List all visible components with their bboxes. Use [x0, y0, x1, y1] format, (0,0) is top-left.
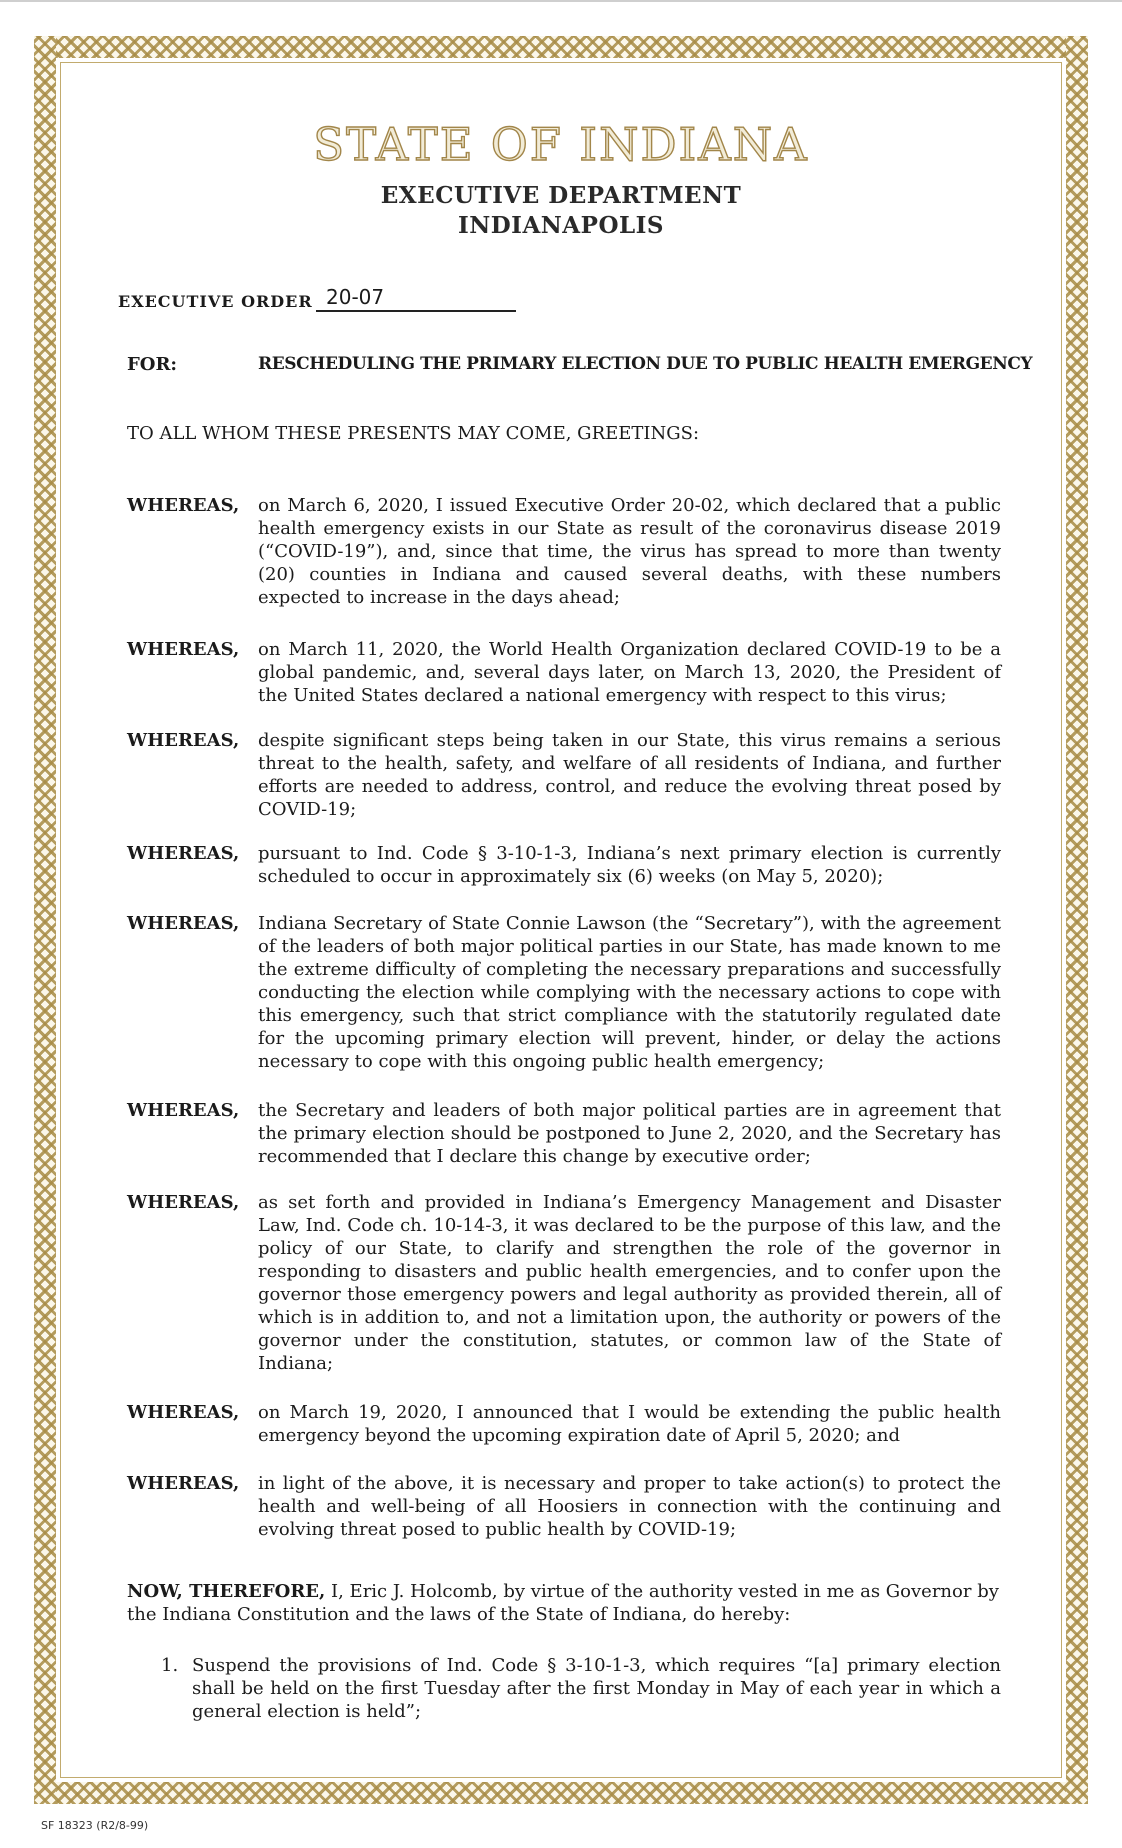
therefore-lead: NOW, THEREFORE,	[127, 1581, 326, 1602]
whereas-text: pursuant to Ind. Code § 3-10-1-3, Indiana’s next primary election is currently scheduled to occur in approximately six (6) weeks (on May 5, 2020);	[258, 843, 1001, 887]
greeting: TO ALL WHOM THESE PRESENTS MAY COME, GREETINGS:	[127, 423, 700, 444]
state-title: STATE OF INDIANA	[313, 118, 809, 171]
whereas-text: as set forth and provided in Indiana’s Emergency Management and Disaster Law, Ind. Code ch. 10-14-3, it was declared to be the purpose of this law, and the policy of our State, to clarify and strengthen the role of the governor in responding to disasters and public health emergencies, and to confer upon the governor those emergency powers and legal authority as provided therein, all of which is in addition to, and not a limitation upon, the authority or powers of the governor under the constitution, statutes, or common law of the State of Indiana;	[258, 1192, 1001, 1374]
whereas-text: on March 19, 2020, I announced that I would be extending the public health emergency beyond the upcoming expiration date of April 5, 2020; and	[258, 1402, 1001, 1446]
city-title: INDIANAPOLIS	[457, 212, 665, 239]
executive-order-label: EXECUTIVE ORDER	[118, 292, 313, 311]
whereas-label: WHEREAS,	[127, 1192, 240, 1213]
therefore-text: I, Eric J. Holcomb, by virtue of the authority vested in me as Governor by the Indiana Constitution and the laws of the State of Indiana, do hereby:	[127, 1581, 999, 1625]
whereas-label: WHEREAS,	[127, 495, 240, 516]
whereas-label: WHEREAS,	[127, 843, 240, 864]
whereas-text: in light of the above, it is necessary and proper to take action(s) to protect the health and well-being of all Hoosiers in connection with the continuing and evolving threat posed to public health by COVID-19;	[258, 1473, 1001, 1540]
border-top	[34, 36, 1088, 58]
border-left	[34, 36, 56, 1804]
whereas-clauses	[127, 494, 1001, 1541]
order-item	[161, 1654, 1001, 1723]
for-subject: RESCHEDULING THE PRIMARY ELECTION DUE TO PUBLIC HEALTH EMERGENCY	[258, 354, 1033, 374]
whereas-label: WHEREAS,	[127, 639, 240, 660]
whereas-clause	[127, 638, 1001, 707]
whereas-text: despite significant steps being taken in our State, this virus remains a serious threat to the health, safety, and welfare of all residents of Indiana, and further efforts are needed to address, control, and reduce the evolving threat posed by COVID-19;	[258, 730, 1001, 820]
whereas-clause	[127, 1191, 1001, 1375]
whereas-clause	[127, 1472, 1001, 1541]
whereas-label: WHEREAS,	[127, 1473, 240, 1494]
whereas-text: on March 6, 2020, I issued Executive Order 20-02, which declared that a public health emergency exists in our State as result of the coronavirus disease 2019 (“COVID-19”), and, since that time, the virus has spread to more than twenty (20) counties in Indiana and caused several deaths, with these numbers expected to increase in the days ahead;	[258, 495, 1001, 608]
whereas-clause	[127, 912, 1001, 1073]
whereas-text: Indiana Secretary of State Connie Lawson (the “Secretary”), with the agreement of the leaders of both major political parties in our State, has made known to me the extreme difficulty of completing the necessary preparations and successfully conducting the election while complying with the necessary actions to cope with this emergency, such that strict compliance with the statutorily regulated date for the upcoming primary election will prevent, hinder, or delay the actions necessary to cope with this ongoing public health emergency;	[258, 913, 1001, 1072]
whereas-label: WHEREAS,	[127, 730, 240, 751]
executive-order-number: 20-07	[316, 284, 516, 312]
border-bottom	[34, 1782, 1088, 1804]
whereas-text: on March 11, 2020, the World Health Organization declared COVID-19 to be a global pandemic, and, several days later, on March 13, 2020, the President of the United States declared a national emergency with respect to this virus;	[258, 639, 1001, 706]
page-top-rule	[0, 0, 1122, 2]
form-code: SF 18323 (R2/8-99)	[41, 1819, 149, 1832]
order-item-text: Suspend the provisions of Ind. Code § 3-10-1-3, which requires “[a] primary election shall be held on the first Tuesday after the first Monday in May of each year in which a general election is held”;	[192, 1655, 1001, 1722]
order-item-number: 1.	[161, 1655, 179, 1676]
whereas-text: the Secretary and leaders of both major political parties are in agreement that the primary election should be postponed to June 2, 2020, and the Secretary has recommended that I declare this change by executive order;	[258, 1100, 1001, 1167]
whereas-clause	[127, 494, 1001, 609]
for-label: FOR:	[127, 354, 178, 375]
whereas-clause	[127, 729, 1001, 821]
whereas-clause	[127, 842, 1001, 888]
whereas-clause	[127, 1401, 1001, 1447]
whereas-clause	[127, 1099, 1001, 1168]
whereas-label: WHEREAS,	[127, 1402, 240, 1423]
therefore-paragraph	[127, 1580, 1001, 1626]
whereas-label: WHEREAS,	[127, 913, 240, 934]
border-right	[1066, 36, 1088, 1804]
department-title: EXECUTIVE DEPARTMENT	[380, 182, 742, 209]
whereas-label: WHEREAS,	[127, 1100, 240, 1121]
